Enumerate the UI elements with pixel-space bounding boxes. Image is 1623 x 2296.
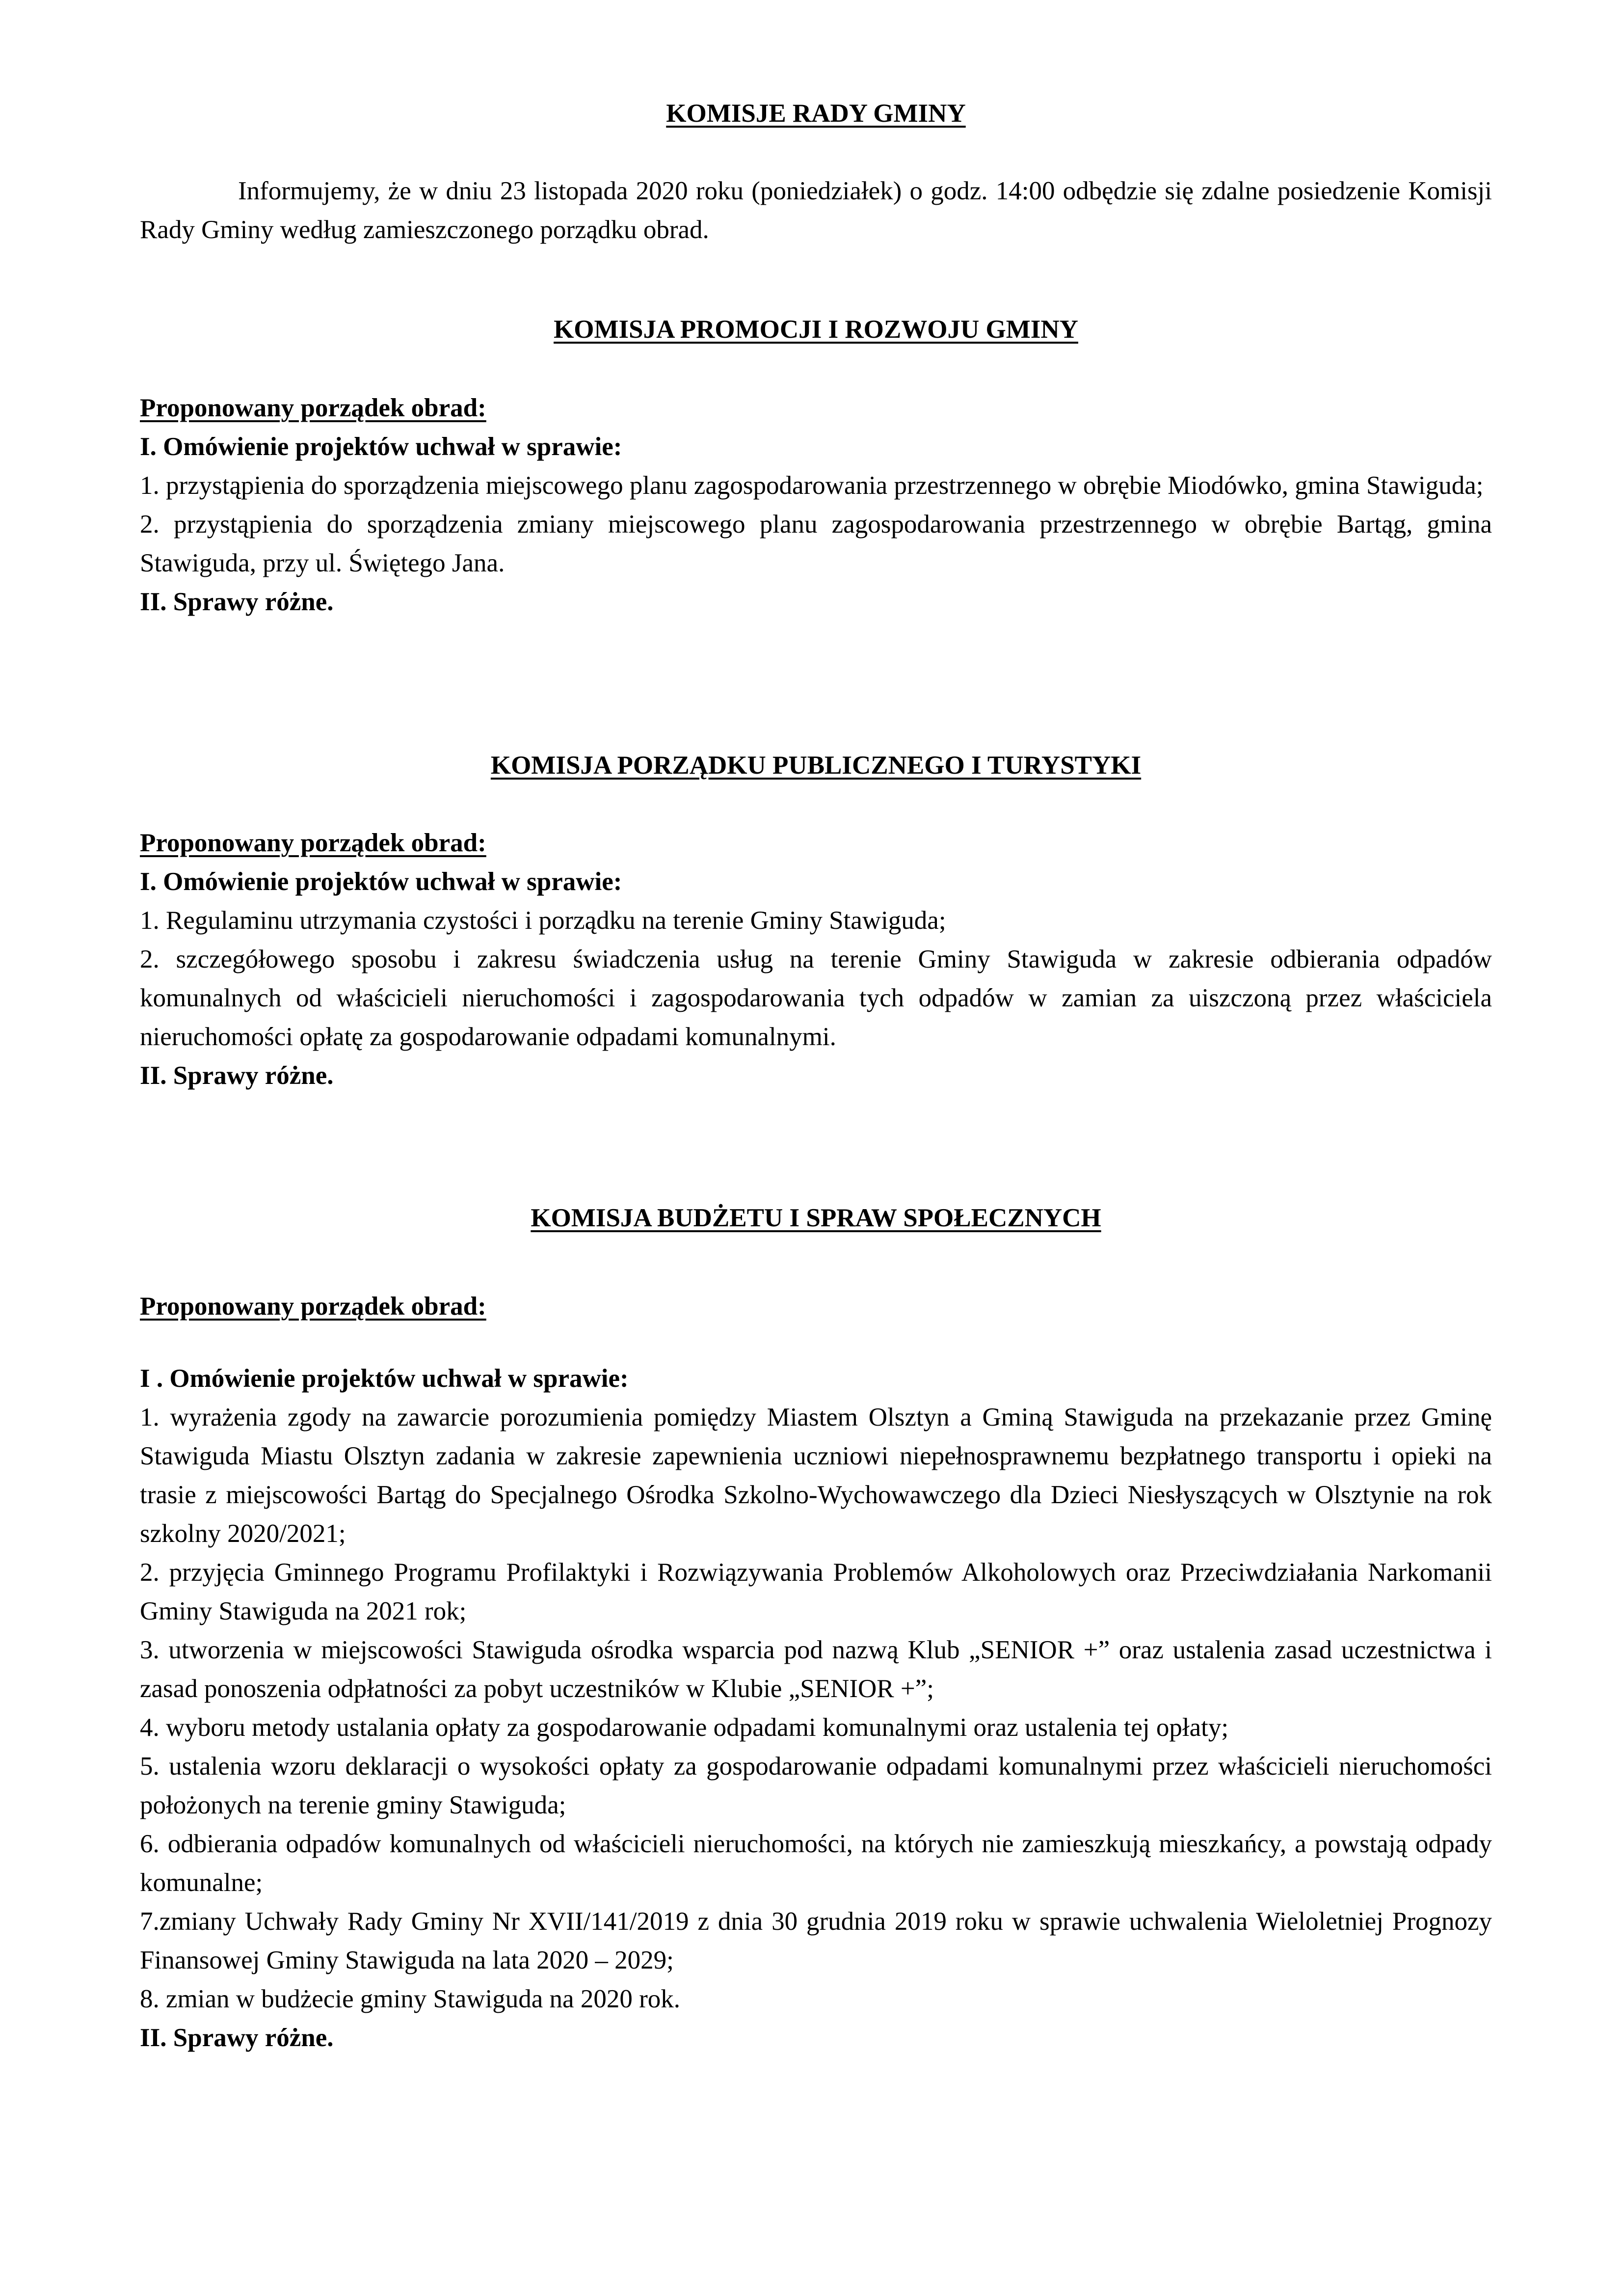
agenda-item: 6. odbierania odpadów komunalnych od właścicieli nieruchomości, na których nie zamieszkują mieszkańcy, a powstają odpady komunalne; <box>140 1830 1492 1897</box>
agenda-item: 5. ustalenia wzoru deklaracji o wysokości opłaty za gospodarowanie odpadami komunalnymi przez właścicieli nieruchomości położonych na terenie gminy Stawiguda; <box>140 1752 1492 1819</box>
section-body-porzadku <box>140 824 1492 1095</box>
agenda-item: 8. zmian w budżecie gminy Stawiguda na 2020 rok. <box>140 1985 680 2013</box>
agenda-item: 3. utworzenia w miejscowości Stawiguda ośrodka wsparcia pod nazwą Klub „SENIOR +” oraz ustalenia zasad uczestnictwa i zasad ponoszenia odpłatności za pobyt uczestników w Klubie „SENIOR +”; <box>140 1636 1492 1703</box>
agenda-point-2: II. Sprawy różne. <box>140 588 334 616</box>
section-heading-promocji: KOMISJA PROMOCJI I ROZWOJU GMINY <box>554 315 1078 344</box>
agenda-point-1: I. Omówienie projektów uchwał w sprawie: <box>140 867 622 896</box>
agenda-point-2: II. Sprawy różne. <box>140 1061 334 1090</box>
section-body-budzetu <box>140 1287 1492 2057</box>
agenda-item: 4. wyboru metody ustalania opłaty za gospodarowanie odpadami komunalnymi oraz ustalenia tej opłaty; <box>140 1713 1229 1742</box>
agenda-item: 2. szczegółowego sposobu i zakresu świadczenia usług na terenie Gminy Stawiguda w zakresie odbierania odpadów komunalnych od właścicieli nieruchomości i zagospodarowania tych odpadów w zamian za uiszczoną przez właściciela nieruchomości opłatę za gospodarowanie odpadami komunalnymi. <box>140 945 1492 1051</box>
section-body-promocji <box>140 389 1492 621</box>
agenda-item: 7.zmiany Uchwały Rady Gminy Nr XVII/141/2019 z dnia 30 grudnia 2019 roku w sprawie uchwalenia Wieloletniej Prognozy Finansowej Gminy Stawiguda na lata 2020 – 2029; <box>140 1907 1492 1974</box>
agenda-item: 1. Regulaminu utrzymania czystości i porządku na terenie Gminy Stawiguda; <box>140 906 946 935</box>
agenda-label: Proponowany porządek obrad: <box>140 394 486 422</box>
agenda-item: 2. przystąpienia do sporządzenia zmiany miejscowego planu zagospodarowania przestrzennego w obrębie Bartąg, gmina Stawiguda, przy ul. Świętego Jana. <box>140 510 1492 577</box>
agenda-item: 1. wyrażenia zgody na zawarcie porozumienia pomiędzy Miastem Olsztyn a Gminą Stawiguda na przekazanie przez Gminę Stawiguda Miastu Olsztyn zadania w zakresie zapewnienia uczniowi niepełnosprawnemu bezpłatnego transportu i opieki na trasie z miejscowości Bartąg do Specjalnego Ośrodka Szkolno-Wychowawczego dla Dzieci Niesłyszących w Olsztynie na rok szkolny 2020/2021; <box>140 1403 1492 1548</box>
agenda-label: Proponowany porządek obrad: <box>140 1292 486 1321</box>
section-heading-budzetu: KOMISJA BUDŻETU I SPRAW SPOŁECZNYCH <box>531 1204 1101 1232</box>
intro-paragraph: Informujemy, że w dniu 23 listopada 2020 roku (poniedziałek) o godz. 14:00 odbędzie się zdalne posiedzenie Komisji Rady Gminy według zamieszczonego porządku obrad. <box>140 177 1492 244</box>
agenda-point-2: II. Sprawy różne. <box>140 2024 334 2052</box>
agenda-label: Proponowany porządek obrad: <box>140 829 486 857</box>
document-title: KOMISJE RADY GMINY <box>666 99 966 128</box>
agenda-item: 1. przystąpienia do sporządzenia miejscowego planu zagospodarowania przestrzennego w obrębie Miodówko, gmina Stawiguda; <box>140 471 1484 500</box>
section-heading-porzadku: KOMISJA PORZĄDKU PUBLICZNEGO I TURYSTYKI <box>490 751 1142 780</box>
agenda-item: 2. przyjęcia Gminnego Programu Profilaktyki i Rozwiązywania Problemów Alkoholowych oraz Przeciwdziałania Narkomanii Gminy Stawiguda na 2021 rok; <box>140 1558 1492 1625</box>
agenda-point-1: I. Omówienie projektów uchwał w sprawie: <box>140 432 622 461</box>
agenda-point-1: I . Omówienie projektów uchwał w sprawie: <box>140 1364 629 1393</box>
